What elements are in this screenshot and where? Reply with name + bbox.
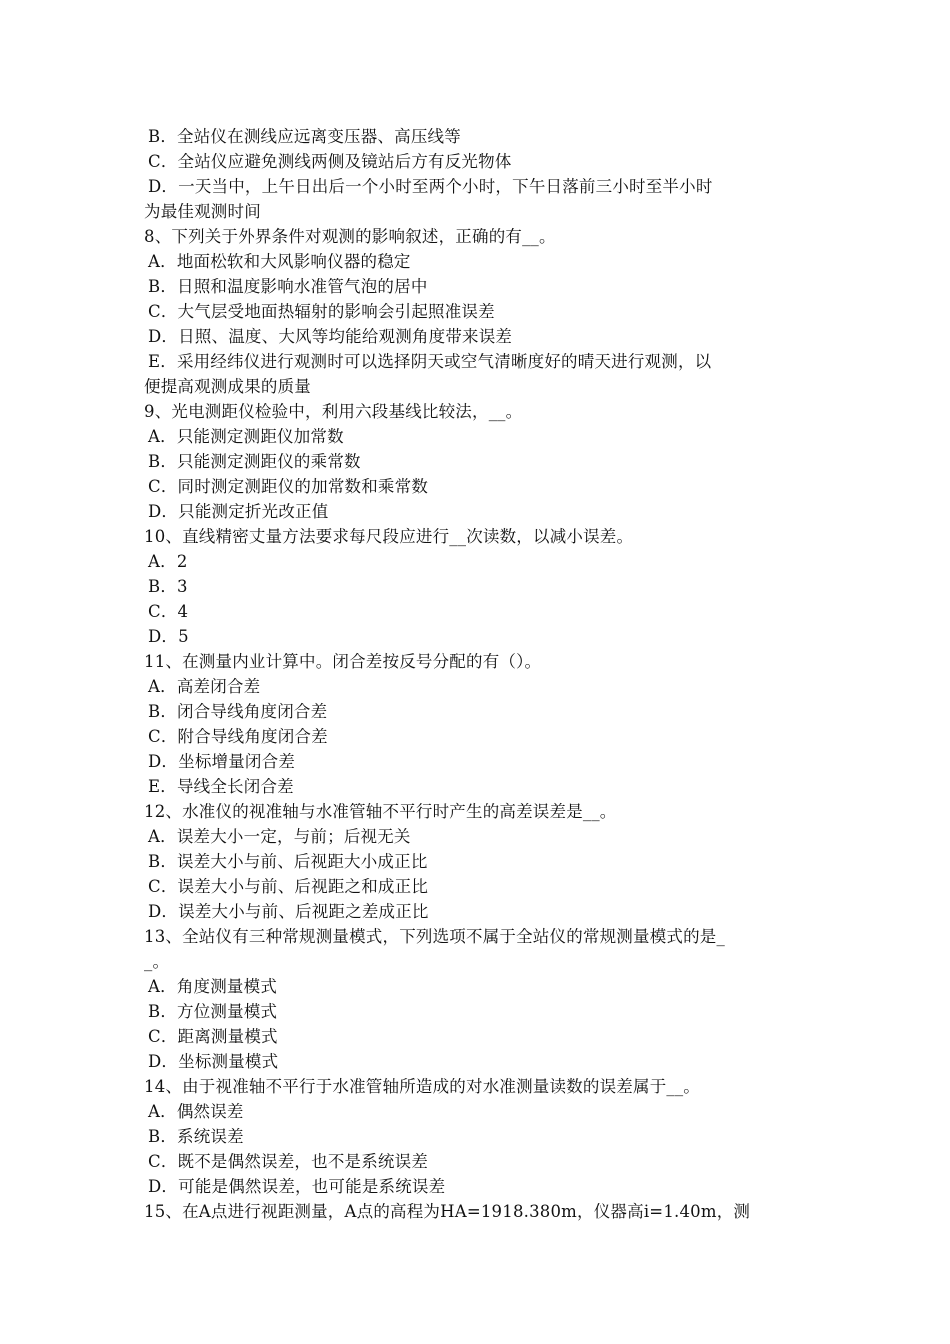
option-line: B．日照和温度影响水准管气泡的居中 [148,277,428,296]
question-line: 10、直线精密丈量方法要求每尺段应进行__次读数，以减小误差。 [144,527,634,546]
option-line: D．坐标增量闭合差 [148,752,296,771]
option-line: C．附合导线角度闭合差 [148,727,328,746]
continuation-line: 为最佳观测时间 [144,202,261,221]
question-line: 11、在测量内业计算中。闭合差按反号分配的有（）。 [144,652,542,671]
option-line: D．可能是偶然误差，也可能是系统误差 [148,1177,446,1196]
option-line: D．坐标测量模式 [148,1052,279,1071]
option-line: D．一天当中，上午日出后一个小时至两个小时，下午日落前三小时至半小时 [148,177,713,196]
option-line: B．系统误差 [148,1127,244,1146]
option-line: C．既不是偶然误差，也不是系统误差 [148,1152,429,1171]
option-line: B．闭合导线角度闭合差 [148,702,328,721]
question-line: 13、全站仪有三种常规测量模式，下列选项不属于全站仪的常规测量模式的是_ [144,927,725,946]
option-line: E．导线全长闭合差 [148,777,294,796]
option-line: C．距离测量模式 [148,1027,278,1046]
option-line: B．3 [148,577,188,596]
question-line: 9、光电测距仪检验中，利用六段基线比较法，__。 [144,402,523,421]
option-line: A．2 [148,552,188,571]
option-line: A．高差闭合差 [148,677,261,696]
option-line: C．大气层受地面热辐射的影响会引起照准误差 [148,302,495,321]
option-line: B．方位测量模式 [148,1002,278,1021]
option-line: E．采用经纬仪进行观测时可以选择阴天或空气清晰度好的晴天进行观测，以 [148,352,712,371]
question-line: 14、由于视准轴不平行于水准管轴所造成的对水准测量读数的误差属于__。 [144,1077,700,1096]
question-line: 15、在A点进行视距测量，A点的高程为HA=1918.380m，仪器高i=1.40m，测 [144,1202,751,1221]
option-line: C．误差大小与前、后视距之和成正比 [148,877,429,896]
option-line: A．只能测定测距仪加常数 [148,427,344,446]
option-line: C．全站仪应避免测线两侧及镜站后方有反光物体 [148,152,512,171]
option-line: A．偶然误差 [148,1102,244,1121]
option-line: B．只能测定测距仪的乘常数 [148,452,361,471]
option-line: D．只能测定折光改正值 [148,502,329,521]
question-line: 12、水准仪的视准轴与水准管轴不平行时产生的高差误差是__。 [144,802,617,821]
option-line: B．全站仪在测线应远离变压器、高压线等 [148,127,461,146]
option-line: C．同时测定测距仪的加常数和乘常数 [148,477,429,496]
option-line: B．误差大小与前、后视距大小成正比 [148,852,428,871]
option-line: D．5 [148,627,189,646]
option-line: A．地面松软和大风影响仪器的稳定 [148,252,411,271]
option-line: A．角度测量模式 [148,977,278,996]
question-line: 8、下列关于外界条件对观测的影响叙述，正确的有__。 [144,227,556,246]
document-body [0,124,950,1224]
option-line: D．日照、温度、大风等均能给观测角度带来误差 [148,327,513,346]
continuation-line: _。 [144,952,170,971]
option-line: D．误差大小与前、后视距之差成正比 [148,902,429,921]
option-line: C．4 [148,602,189,621]
option-line: A．误差大小一定，与前；后视无关 [148,827,411,846]
continuation-line: 便提高观测成果的质量 [144,377,311,396]
